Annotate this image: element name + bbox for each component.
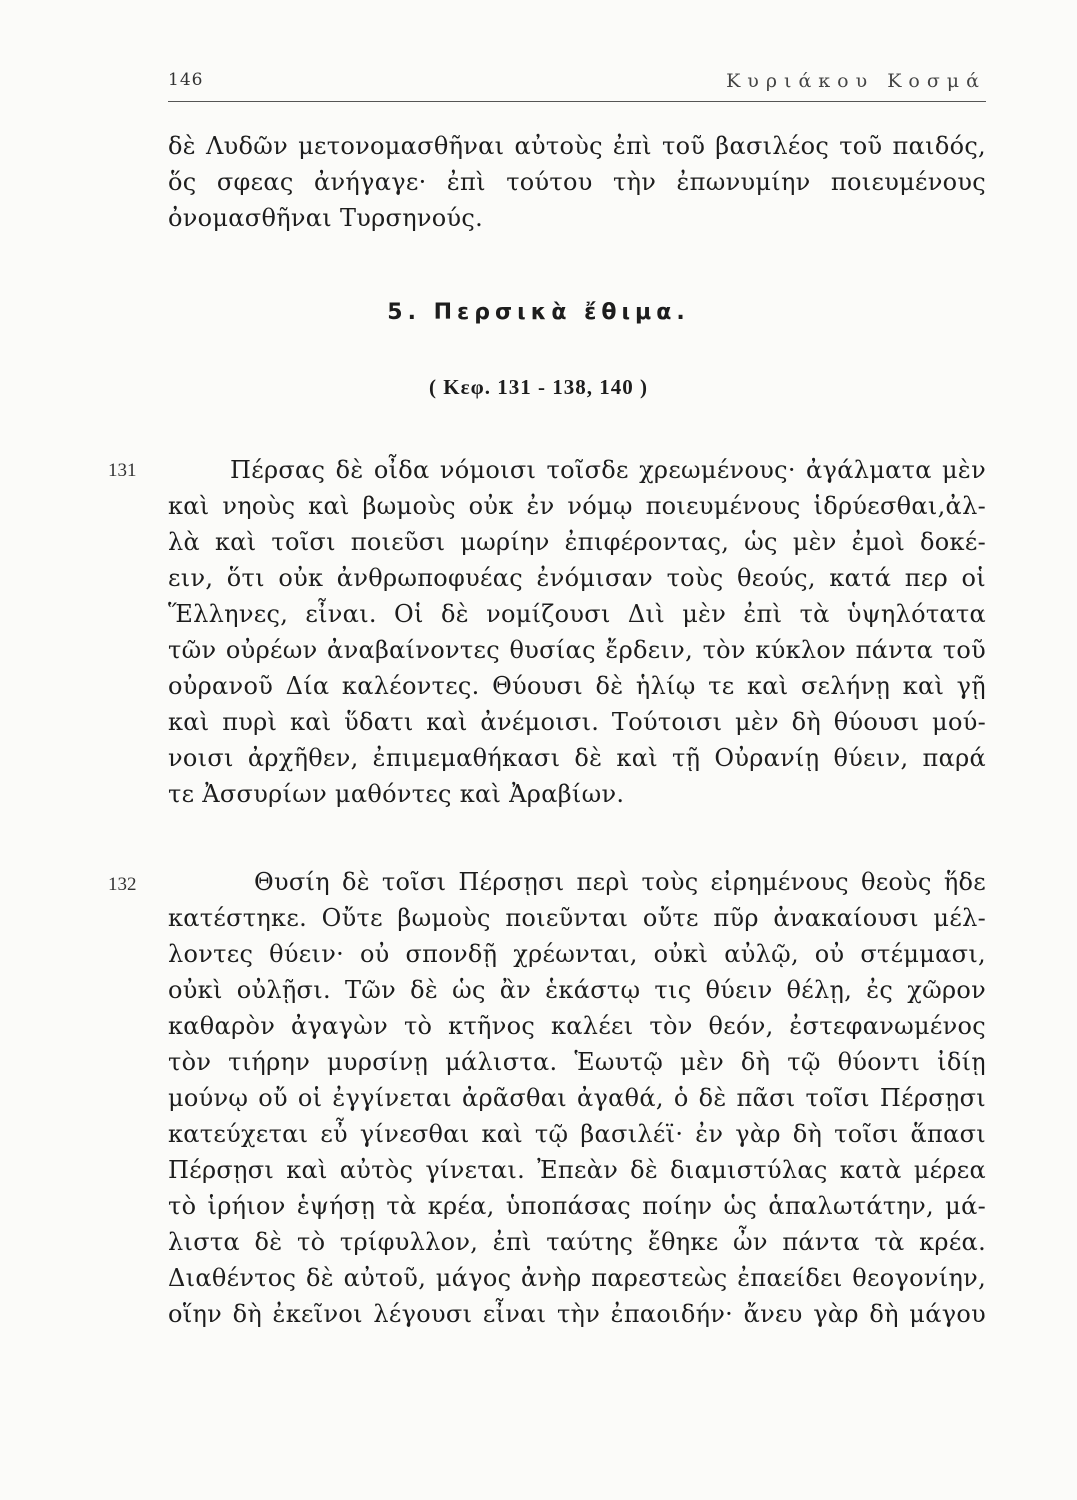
text-line: μούνῳ οὔ οἱ ἐγγίνεται ἀρᾶσθαι ἀγαθά, ὁ δὲ πᾶσι τοῖσι Πέρσῃσι: [168, 1084, 986, 1112]
text-line: τε Ἀσσυρίων μαθόντες καὶ Ἀραβίων.: [168, 780, 625, 808]
text-line: καὶ νηοὺς καὶ βωμοὺς οὐκ ἐν νόμῳ ποιευμένους ἱδρύεσθαι,ἀλ-: [168, 492, 986, 520]
running-head: Κυριάκου Κοσμά: [726, 70, 986, 92]
text-line: οὐκὶ οὐλῇσι. Τῶν δὲ ὡς ἂν ἑκάστῳ τις θύειν θέλῃ, ἐς χῶρον: [168, 976, 986, 1004]
text-line: δὲ Λυδῶν μετονομασθῆναι αὐτοὺς ἐπὶ τοῦ βασιλέος τοῦ παιδός,: [168, 132, 986, 160]
text-line: ειν, ὅτι οὐκ ἀνθρωποφυέας ἐνόμισαν τοὺς θεούς, κατά περ οἱ: [168, 564, 986, 592]
section-title: 5. Περσικὰ ἔθιμα.: [387, 300, 690, 325]
text-line: τὸ ἱρήιον ἑψήσῃ τὰ κρέα, ὑποπάσας ποίην ὡς ἁπαλωτάτην, μά-: [168, 1192, 986, 1220]
header-rule: [168, 101, 986, 102]
text-line: Διαθέντος δὲ αὐτοῦ, μάγος ἀνὴρ παρεστεὼς ἐπαείδει θεογονίην,: [168, 1264, 986, 1292]
text-line: Πέρσῃσι καὶ αὐτὸς γίνεται. Ἐπεὰν δὲ διαμιστύλας κατὰ μέρεα: [168, 1156, 986, 1184]
text-line: τῶν οὐρέων ἀναβαίνοντες θυσίας ἔρδειν, τὸν κύκλον πάντα τοῦ: [168, 636, 986, 664]
text-line: λιστα δὲ τὸ τρίφυλλον, ἐπὶ ταύτης ἔθηκε ὦν πάντα τὰ κρέα.: [168, 1228, 986, 1256]
text-line: καὶ πυρὶ καὶ ὕδατι καὶ ἀνέμοισι. Τούτοισι μὲν δὴ θύουσι μού-: [168, 708, 986, 736]
page-header: [168, 70, 986, 102]
chapter-132-paragraph: [168, 864, 986, 1332]
text-line: κατέστηκε. Οὔτε βωμοὺς ποιεῦνται οὔτε πῦρ ἀνακαίουσι μέλ-: [168, 904, 986, 932]
text-line: οἵην δὴ ἐκεῖνοι λέγουσι εἶναι τὴν ἐπαοιδήν· ἄνευ γὰρ δὴ μάγου: [168, 1300, 986, 1328]
text-line: καθαρὸν ἀγαγὼν τὸ κτῆνος καλέει τὸν θεόν, ἐστεφανωμένος: [168, 1012, 986, 1040]
chapter-number-132: 132: [108, 874, 137, 895]
page-number: 146: [168, 70, 204, 90]
text-line: κατεύχεται εὖ γίνεσθαι καὶ τῷ βασιλέϊ· ἐν γὰρ δὴ τοῖσι ἅπασι: [168, 1120, 986, 1148]
text-line: ὅς σφεας ἀνήγαγε· ἐπὶ τούτου τὴν ἐπωνυμίην ποιευμένους: [168, 168, 986, 196]
text-line: λὰ καὶ τοῖσι ποιεῦσι μωρίην ἐπιφέροντας, ὡς μὲν ἐμοὶ δοκέ-: [168, 528, 986, 556]
chapter-number-131: 131: [108, 460, 137, 481]
text-line: Πέρσας δὲ οἶδα νόμοισι τοῖσδε χρεωμένους· ἀγάλματα μὲν: [230, 456, 986, 484]
text-line: οὐρανοῦ Δία καλέοντες. Θύουσι δὲ ἡλίῳ τε καὶ σελήνῃ καὶ γῇ: [168, 672, 986, 700]
text-line: Θυσίη δὲ τοῖσι Πέρσῃσι περὶ τοὺς εἰρημένους θεοὺς ἥδε: [254, 868, 986, 896]
text-line: λοντες θύειν· οὐ σπονδῇ χρέωνται, οὐκὶ αὐλῷ, οὐ στέμμασι,: [168, 940, 986, 968]
text-line: ὀνομασθῆναι Τυρσηνούς.: [168, 204, 484, 232]
section-reference: ( Κεφ. 131 - 138, 140 ): [429, 375, 648, 399]
text-line: νοισι ἀρχῆθεν, ἐπιμεμαθήκασι δὲ καὶ τῇ Οὐρανίῃ θύειν, παρά: [168, 744, 986, 772]
text-line: τὸν τιήρην μυρσίνῃ μάλιστα. Ἑωυτῷ μὲν δὴ τῷ θύοντι ἰδίῃ: [168, 1048, 986, 1076]
chapter-131-paragraph: [168, 452, 986, 812]
intro-paragraph: [168, 128, 986, 236]
text-line: Ἕλληνες, εἶναι. Οἱ δὲ νομίζουσι Διὶ μὲν ἐπὶ τὰ ὑψηλότατα: [168, 600, 986, 628]
